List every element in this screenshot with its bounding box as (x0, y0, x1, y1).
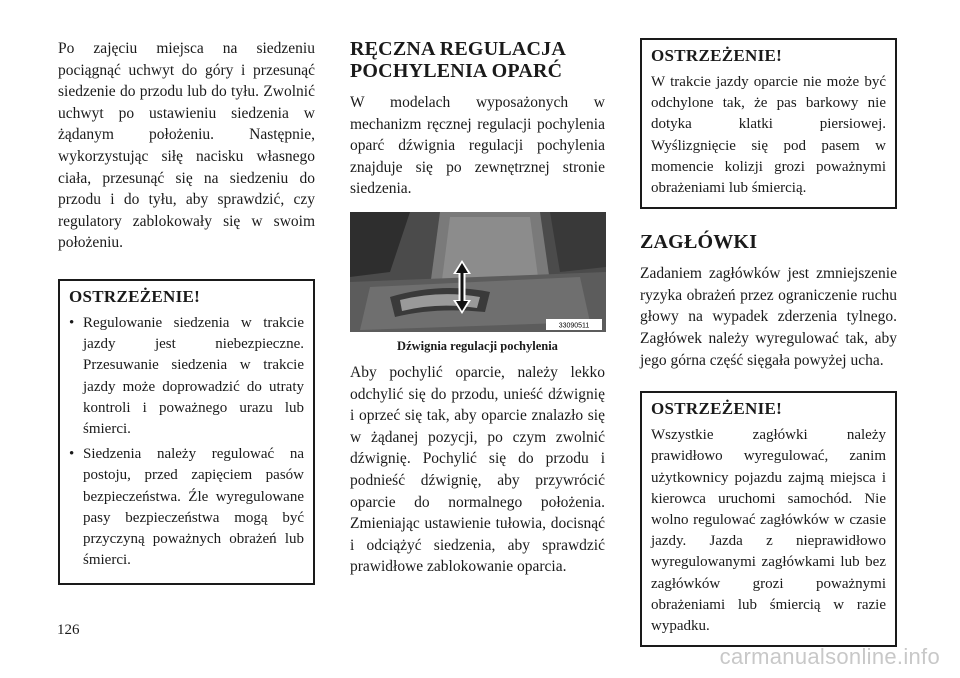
recline-procedure-paragraph: Aby pochylić oparcie, należy lekko odchylić się do przodu, unieść dźwignię i oprzeć się tak, aby oparcie znalazło się w żądanej pozycji, po czym zwolnić dźwignię. Pochylić się do przodu i podnieść dźwignię, aby przywrócić oparcie do normalnego położenia. Zmieniając ustawienie tułowia, docisnąć i odciążyć siedzenia, aby sprawdzić prawidłowe zablokowanie oparcia. (350, 363, 605, 576)
column-left (58, 38, 315, 585)
warning-list (69, 313, 304, 571)
warning-title: OSTRZEŻENIE! (69, 286, 201, 306)
column-right (640, 38, 897, 647)
headrests-paragraph: Zadaniem zagłówków jest zmniejszenie ryzyka obrażeń przez ograniczenie ruchu głowy na wypadek zderzenia tylnego. Zagłówek należy wyregulować tak, aby jego górna część sięgała powyżej ucha. (640, 265, 897, 369)
image-caption: Dźwignia regulacji pochylenia (397, 338, 558, 353)
warning-title: OSTRZEŻENIE! (651, 46, 783, 65)
seat-illustration (350, 212, 606, 332)
warning-box-recline (640, 38, 897, 209)
recliner-lever-photo (350, 212, 606, 332)
image-code: 33090511 (558, 322, 590, 330)
warning-box-seat (58, 279, 315, 585)
warning-text: W trakcie jazdy oparcie nie może być odchylone tak, że pas barkowy nie dotyka klatki piersiowej. Wyślizgnięcie się pod pasem w momencie kolizji grozi poważnymi obrażeniami lub śmiercią. (651, 74, 886, 197)
page-number: 126 (57, 622, 80, 638)
column-middle (350, 38, 605, 578)
section-heading-recline: RĘCZNA REGULACJA POCHYLENIA OPARĆ (350, 38, 565, 82)
warning-box-headrests (640, 391, 897, 647)
recline-intro-paragraph: W modelach wyposażonych w mechanizm ręcznej regulacji pochylenia oparć dźwignia regulacji pochylenia znajduje się po zewnętrznej stronie siedzenia. (350, 94, 605, 198)
warning-title: OSTRZEŻENIE! (651, 399, 783, 419)
intro-paragraph: Po zajęciu miejsca na siedzeniu pociągnąć uchwyt do góry i przesunąć siedzenie do przodu lub do tyłu. Zwolnić uchwyt po ustawieniu siedzenia w żądanym położeniu. Następnie, wykorzystując siłę nacisku własnego ciała, przesunąć się na siedzeniu do przodu i do tyłu, aby sprawdzić, czy regulatory zablokowały się w swoim położeniu. (58, 40, 315, 252)
warning-text: Wszystkie zagłówki należy prawidłowo wyregulować, zanim użytkownicy pojazdu zajmą miejsca i kierowca uruchomi samochód. Nie wolno regulować zagłówków w czasie jazdy. Jazda z nieprawidłowo wyregulowanymi zagłówkami lub bez zagłówków grozi poważnymi obrażeniami lub śmiercią w razie wypadku. (651, 427, 886, 635)
section-heading-headrests: ZAGŁÓWKI (640, 231, 758, 254)
watermark: carmanualsonline.info (719, 644, 940, 669)
warning-item: • Regulowanie siedzenia w trakcie jazdy jest niebezpieczne. Przesuwanie siedzenia w trakcie jazdy może doprowadzić do utraty kontroli i poważnego urazu lub śmierci. (69, 313, 304, 440)
warning-item: • Siedzenia należy regulować na postoju, przed zapięciem pasów bezpieczeństwa. Źle wyregulowane pasy bezpieczeństwa mogą być przyczyną poważnych obrażeń lub śmierci. (69, 444, 304, 571)
